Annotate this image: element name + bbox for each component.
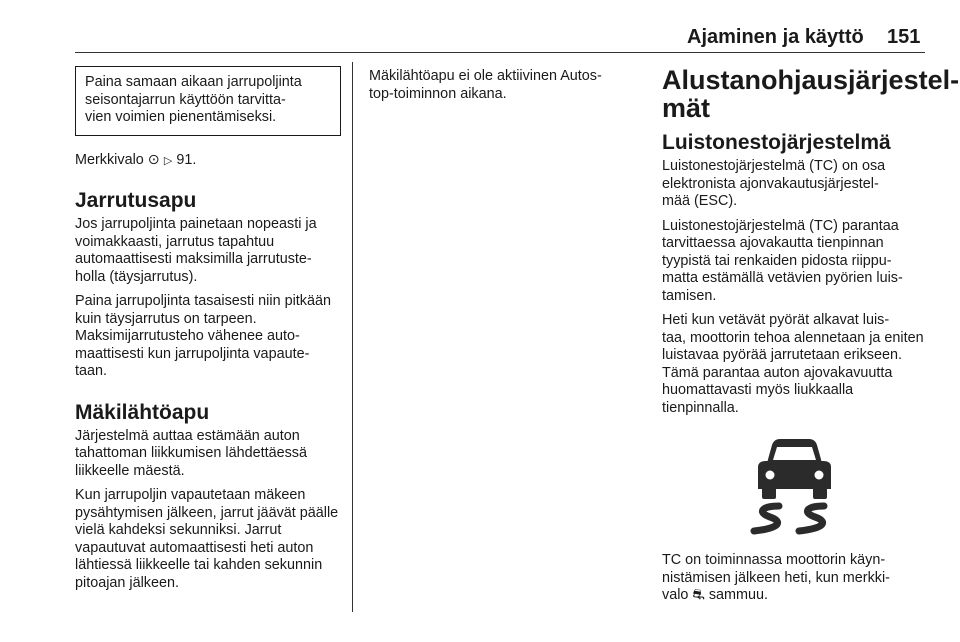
paragraph: Järjestelmä auttaa estämään auton tahattoman liikkumisen lähdettäessä liikkeelle mäestä. — [75, 427, 307, 479]
page-number: 151 — [887, 26, 921, 48]
reference-label: Merkkivalo — [75, 151, 144, 168]
section-heading-brake-assist: Jarrutusapu — [75, 189, 197, 212]
paragraph: Luistonestojärjestelmä (TC) parantaa tarvittaessa ajovakautta tienpinnan tyypistä tai renkaiden pidosta riippu- matta estämällä vetävien pyörien luis- tamisen. — [662, 217, 903, 304]
column-right — [662, 65, 960, 612]
paragraph: Mäkilähtöapu ei ole aktiivinen Autos- top-toiminnon aikana. — [369, 68, 602, 102]
column-left — [75, 66, 341, 599]
paragraph-text: TC on toiminnassa moottorin käyn- nistämisen jälkeen heti, kun merkki- valo — [662, 552, 890, 603]
paragraph: Heti kun vetävät pyörät alkavat luis- taa, moottorin tehoa alennetaan ja eniten luistavaa pyörää jarrutetaan erikseen. Tämä parantaa auton ajovakavuutta huomattavasti myös liukkaalla tienpinnalla. — [662, 312, 924, 416]
section-heading-traction-control: Luistonestojärjestelmä — [662, 131, 891, 154]
paragraph: Kun jarrupoljin vapautetaan mäkeen pysähtymisen jälkeen, jarrut jäävät päälle vielä kahdeksi sekunniksi. Jarrut vapautuvat automaattisesti heti auton lähtiessä liikkeelle tai kahden sekunnin pitoajan jälkeen. — [75, 487, 339, 591]
skid-car-icon — [662, 431, 927, 538]
brake-warning-light-icon: ⊙ — [147, 151, 160, 168]
reference-page: 91. — [176, 151, 197, 168]
column-divider — [352, 62, 353, 612]
notice-text: Paina samaan aikaan jarrupoljinta seisontajarrun käyttöön tarvitta- vien voimien pienentämiseksi. — [85, 74, 302, 125]
page-reference-arrow-icon: ▷ — [163, 153, 173, 167]
column-middle — [369, 68, 637, 110]
paragraph: Luistonestojärjestelmä (TC) on osa elektronista ajonvakautusjärjestel- mää (ESC). — [662, 158, 886, 209]
notice-box — [75, 66, 341, 136]
header-rule — [75, 52, 925, 53]
header-title: Ajaminen ja käyttö — [687, 26, 864, 48]
warning-light-reference — [75, 152, 341, 170]
paragraph: Jos jarrupoljinta painetaan nopeasti ja voimakkaasti, jarrutus tapahtuu automaattisesti maksimilla jarrutuste- holla (täysjarrutus). — [75, 216, 317, 285]
paragraph-tc-active — [662, 552, 927, 605]
paragraph-text: sammuu. — [708, 587, 769, 603]
traction-control-figure — [662, 431, 927, 538]
chapter-heading: Alustanohjausjärjestel- mät — [662, 65, 960, 123]
paragraph: Paina jarrupoljinta tasaisesti niin pitkään kuin täysjarrutus on tarpeen. Maksimijarrutusteho vähenee auto- maattisesti kun jarrupoljinta vapaute- taan. — [75, 293, 331, 379]
traction-control-light-icon: ⛐ — [692, 587, 705, 603]
section-heading-hill-start-assist: Mäkilähtöapu — [75, 400, 210, 424]
